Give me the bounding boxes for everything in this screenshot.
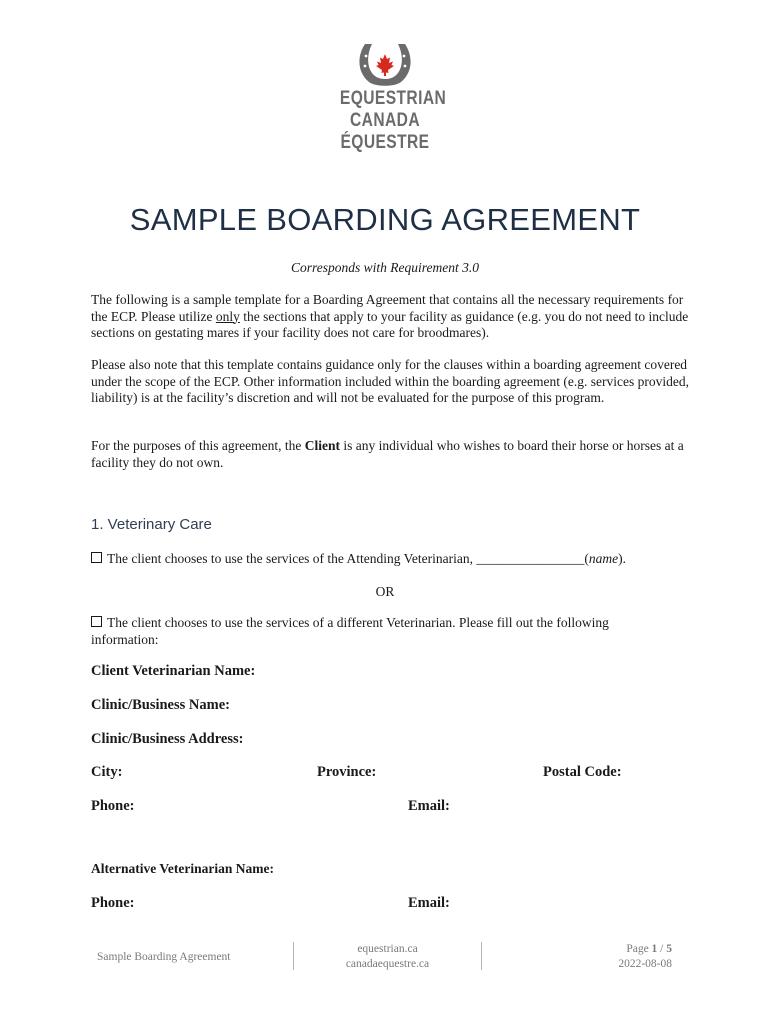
underlined-only: only bbox=[215, 308, 240, 324]
footer-document-name: Sample Boarding Agreement bbox=[97, 951, 231, 963]
clinic-business-name-label: Clinic/Business Name: bbox=[91, 697, 230, 713]
footer-site-2[interactable]: canadaequestre.ca bbox=[345, 958, 430, 970]
equestrian-canada-logo bbox=[330, 42, 447, 166]
footer-divider-right bbox=[481, 942, 482, 970]
province-label: Province: bbox=[317, 764, 377, 780]
city-label: City: bbox=[91, 764, 123, 780]
checkbox-attending-vet[interactable] bbox=[91, 552, 102, 563]
section-heading-veterinary-care: 1. Veterinary Care bbox=[91, 516, 212, 533]
intro-paragraph-2: Please also note that this template contains guidance only for the clauses within a boarding agreement covered under the scope of the ECP. Other information included within the boarding agreement (e.g. services provided, liability) is at the facility’s discretion and will not be evaluated for the purpose of this program. bbox=[91, 357, 689, 405]
document-title: SAMPLE BOARDING AGREEMENT bbox=[129, 202, 641, 237]
clinic-business-address-label: Clinic/Business Address: bbox=[91, 731, 244, 747]
intro-paragraph-3: For the purposes of this agreement, the Client is any individual who wishes to board their horse or horses at a facility they do not own. bbox=[91, 438, 684, 470]
footer-websites bbox=[294, 942, 481, 972]
logo-text-line-2: CANADA bbox=[350, 110, 420, 131]
email-label: Email: bbox=[408, 798, 450, 814]
alternative-phone-label: Phone: bbox=[91, 895, 135, 911]
or-separator: OR bbox=[375, 584, 395, 599]
footer-page-info bbox=[560, 942, 672, 972]
option-attending-veterinarian[interactable]: The client chooses to use the services of the Attending Veterinarian, ________________(name). bbox=[91, 551, 651, 568]
footer-page-number: Page 1 / 5 bbox=[626, 943, 672, 955]
logo-text-line-3: ÉQUESTRE bbox=[340, 132, 430, 153]
alternative-email-label: Email: bbox=[408, 895, 450, 911]
client-term: Client bbox=[304, 438, 340, 453]
postal-code-label: Postal Code: bbox=[543, 764, 622, 780]
client-veterinarian-name-label: Client Veterinarian Name: bbox=[91, 663, 256, 679]
alternative-veterinarian-name-label: Alternative Veterinarian Name: bbox=[91, 861, 274, 876]
footer-date: 2022-08-08 bbox=[618, 958, 672, 970]
intro-paragraph-1: The following is a sample template for a Boarding Agreement that contains all the necessary requirements for the ECP. Please utilize only the sections that apply to your facility as guidance (e.g. you do not need to include sections on gestating mares if your facility does not care for broodmares). bbox=[91, 292, 689, 340]
horseshoe-maple-leaf-icon bbox=[355, 42, 415, 88]
checkbox-different-vet[interactable] bbox=[91, 616, 102, 627]
option-different-veterinarian[interactable]: The client chooses to use the services of a different Veterinarian. Please fill out the following information: bbox=[91, 615, 609, 647]
document-subtitle: Corresponds with Requirement 3.0 bbox=[291, 260, 479, 275]
phone-label: Phone: bbox=[91, 798, 135, 814]
logo-text-line-1: EQUESTRIAN bbox=[339, 88, 447, 109]
footer-site-1[interactable]: equestrian.ca bbox=[357, 943, 418, 955]
